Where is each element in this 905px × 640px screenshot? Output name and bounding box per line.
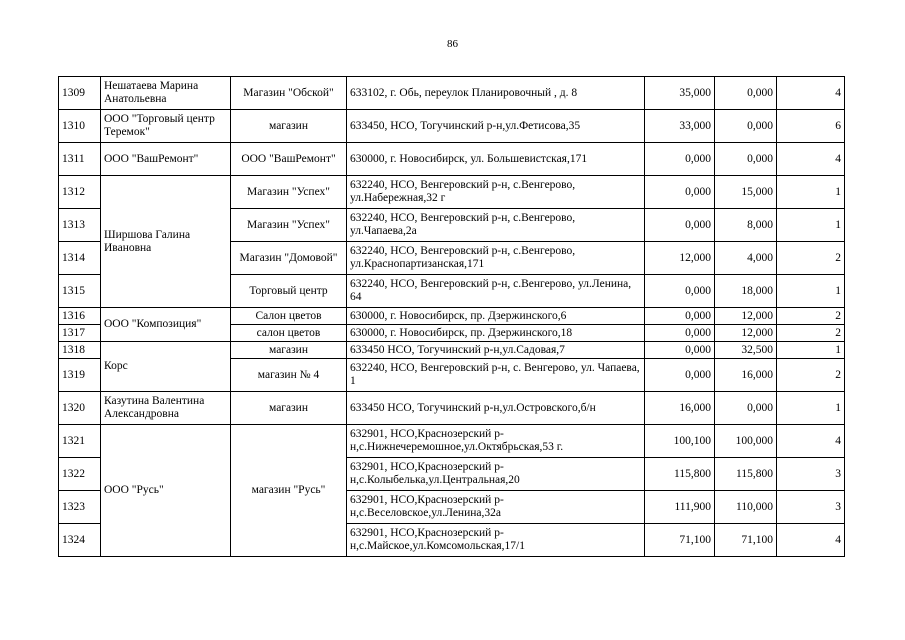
- value3-cell: 1: [777, 275, 845, 308]
- address-cell: 630000, г. Новосибирск, пр. Дзержинского,18: [347, 325, 645, 342]
- registry-table: [58, 76, 845, 557]
- value1-cell: 0,000: [645, 143, 715, 176]
- value3-cell: 4: [777, 143, 845, 176]
- value2-cell: 0,000: [715, 77, 777, 110]
- value1-cell: 35,000: [645, 77, 715, 110]
- object-type-cell: Салон цветов: [231, 308, 347, 325]
- row-number-cell: 1324: [59, 524, 101, 557]
- value3-cell: 4: [777, 77, 845, 110]
- table-row: [59, 425, 845, 458]
- table-row: [59, 342, 845, 359]
- value2-cell: 0,000: [715, 143, 777, 176]
- object-type-cell: Магазин "Успех": [231, 209, 347, 242]
- object-type-cell: магазин: [231, 392, 347, 425]
- value2-cell: 18,000: [715, 275, 777, 308]
- value1-cell: 0,000: [645, 359, 715, 392]
- owner-cell: Ширшова Галина Ивановна: [101, 176, 231, 308]
- row-number-cell: 1310: [59, 110, 101, 143]
- value3-cell: 6: [777, 110, 845, 143]
- table-row: [59, 176, 845, 209]
- row-number-cell: 1311: [59, 143, 101, 176]
- value3-cell: 2: [777, 308, 845, 325]
- value2-cell: 15,000: [715, 176, 777, 209]
- address-cell: 633450, НСО, Тогучинский р-н,ул.Фетисова,35: [347, 110, 645, 143]
- row-number-cell: 1323: [59, 491, 101, 524]
- value1-cell: 0,000: [645, 209, 715, 242]
- value1-cell: 0,000: [645, 325, 715, 342]
- value1-cell: 12,000: [645, 242, 715, 275]
- table-row: [59, 143, 845, 176]
- object-type-cell: Магазин "Успех": [231, 176, 347, 209]
- object-type-cell: магазин: [231, 342, 347, 359]
- page-number: 86: [447, 38, 458, 50]
- value1-cell: 0,000: [645, 308, 715, 325]
- table-row: [59, 308, 845, 325]
- row-number-cell: 1314: [59, 242, 101, 275]
- value1-cell: 100,100: [645, 425, 715, 458]
- value2-cell: 32,500: [715, 342, 777, 359]
- value2-cell: 100,000: [715, 425, 777, 458]
- value3-cell: 1: [777, 342, 845, 359]
- value2-cell: 12,000: [715, 325, 777, 342]
- value2-cell: 0,000: [715, 392, 777, 425]
- value3-cell: 2: [777, 325, 845, 342]
- value2-cell: 0,000: [715, 110, 777, 143]
- address-cell: 633450 НСО, Тогучинский р-н,ул.Островского,б/н: [347, 392, 645, 425]
- value2-cell: 16,000: [715, 359, 777, 392]
- row-number-cell: 1321: [59, 425, 101, 458]
- owner-cell: ООО "Русь": [101, 425, 231, 557]
- address-cell: 632240, НСО, Венгеровский р-н, с.Венгерово, ул.Ленина, 64: [347, 275, 645, 308]
- value3-cell: 4: [777, 425, 845, 458]
- address-cell: 630000, г. Новосибирск, пр. Дзержинского,6: [347, 308, 645, 325]
- table-row: [59, 110, 845, 143]
- owner-cell: ООО "Композиция": [101, 308, 231, 342]
- address-cell: 630000, г. Новосибирск, ул. Большевистская,171: [347, 143, 645, 176]
- value3-cell: 1: [777, 392, 845, 425]
- object-type-cell: магазин № 4: [231, 359, 347, 392]
- table-row: [59, 392, 845, 425]
- value2-cell: 4,000: [715, 242, 777, 275]
- object-type-cell: Магазин "Домовой": [231, 242, 347, 275]
- owner-cell: Нешатаева Марина Анатольевна: [101, 77, 231, 110]
- address-cell: 632240, НСО, Венгеровский р-н, с.Венгерово, ул.Набережная,32 г: [347, 176, 645, 209]
- value3-cell: 1: [777, 176, 845, 209]
- value3-cell: 4: [777, 524, 845, 557]
- row-number-cell: 1319: [59, 359, 101, 392]
- row-number-cell: 1312: [59, 176, 101, 209]
- address-cell: 632240, НСО, Венгеровский р-н, с.Венгерово, ул.Чапаева,2а: [347, 209, 645, 242]
- owner-cell: Казутина Валентина Александровна: [101, 392, 231, 425]
- value1-cell: 16,000: [645, 392, 715, 425]
- value3-cell: 3: [777, 491, 845, 524]
- address-cell: 632901, НСО,Краснозерский р-н,с.Колыбелька,ул.Центральная,20: [347, 458, 645, 491]
- address-cell: 632901, НСО,Краснозерский р-н,с.Майское,ул.Комсомольская,17/1: [347, 524, 645, 557]
- owner-cell: ООО "Торговый центр Теремок": [101, 110, 231, 143]
- address-cell: 632240, НСО, Венгеровский р-н, с.Венгерово, ул.Краснопартизанская,171: [347, 242, 645, 275]
- row-number-cell: 1313: [59, 209, 101, 242]
- owner-cell: ООО "ВашРемонт": [101, 143, 231, 176]
- value1-cell: 0,000: [645, 176, 715, 209]
- table-row: [59, 77, 845, 110]
- row-number-cell: 1315: [59, 275, 101, 308]
- value2-cell: 115,800: [715, 458, 777, 491]
- object-type-cell: магазин "Русь": [231, 425, 347, 557]
- object-type-cell: ООО "ВашРемонт": [231, 143, 347, 176]
- value3-cell: 1: [777, 209, 845, 242]
- row-number-cell: 1320: [59, 392, 101, 425]
- value2-cell: 8,000: [715, 209, 777, 242]
- value2-cell: 71,100: [715, 524, 777, 557]
- address-cell: 632901, НСО,Краснозерский р-н,с.Нижнечеремошное,ул.Октябрьская,53 г.: [347, 425, 645, 458]
- address-cell: 633102, г. Обь, переулок Планировочный , д. 8: [347, 77, 645, 110]
- value2-cell: 12,000: [715, 308, 777, 325]
- row-number-cell: 1318: [59, 342, 101, 359]
- value1-cell: 0,000: [645, 342, 715, 359]
- value1-cell: 115,800: [645, 458, 715, 491]
- object-type-cell: салон цветов: [231, 325, 347, 342]
- value3-cell: 2: [777, 242, 845, 275]
- object-type-cell: Торговый центр: [231, 275, 347, 308]
- value3-cell: 3: [777, 458, 845, 491]
- object-type-cell: Магазин "Обской": [231, 77, 347, 110]
- owner-cell: Корс: [101, 342, 231, 392]
- object-type-cell: магазин: [231, 110, 347, 143]
- address-cell: 632901, НСО,Краснозерский р-н,с.Веселовское,ул.Ленина,32а: [347, 491, 645, 524]
- value2-cell: 110,000: [715, 491, 777, 524]
- row-number-cell: 1316: [59, 308, 101, 325]
- row-number-cell: 1309: [59, 77, 101, 110]
- row-number-cell: 1317: [59, 325, 101, 342]
- row-number-cell: 1322: [59, 458, 101, 491]
- value1-cell: 0,000: [645, 275, 715, 308]
- address-cell: 633450 НСО, Тогучинский р-н,ул.Садовая,7: [347, 342, 645, 359]
- address-cell: 632240, НСО, Венгеровский р-н, с. Венгерово, ул. Чапаева, 1: [347, 359, 645, 392]
- value3-cell: 2: [777, 359, 845, 392]
- value1-cell: 111,900: [645, 491, 715, 524]
- value1-cell: 71,100: [645, 524, 715, 557]
- value1-cell: 33,000: [645, 110, 715, 143]
